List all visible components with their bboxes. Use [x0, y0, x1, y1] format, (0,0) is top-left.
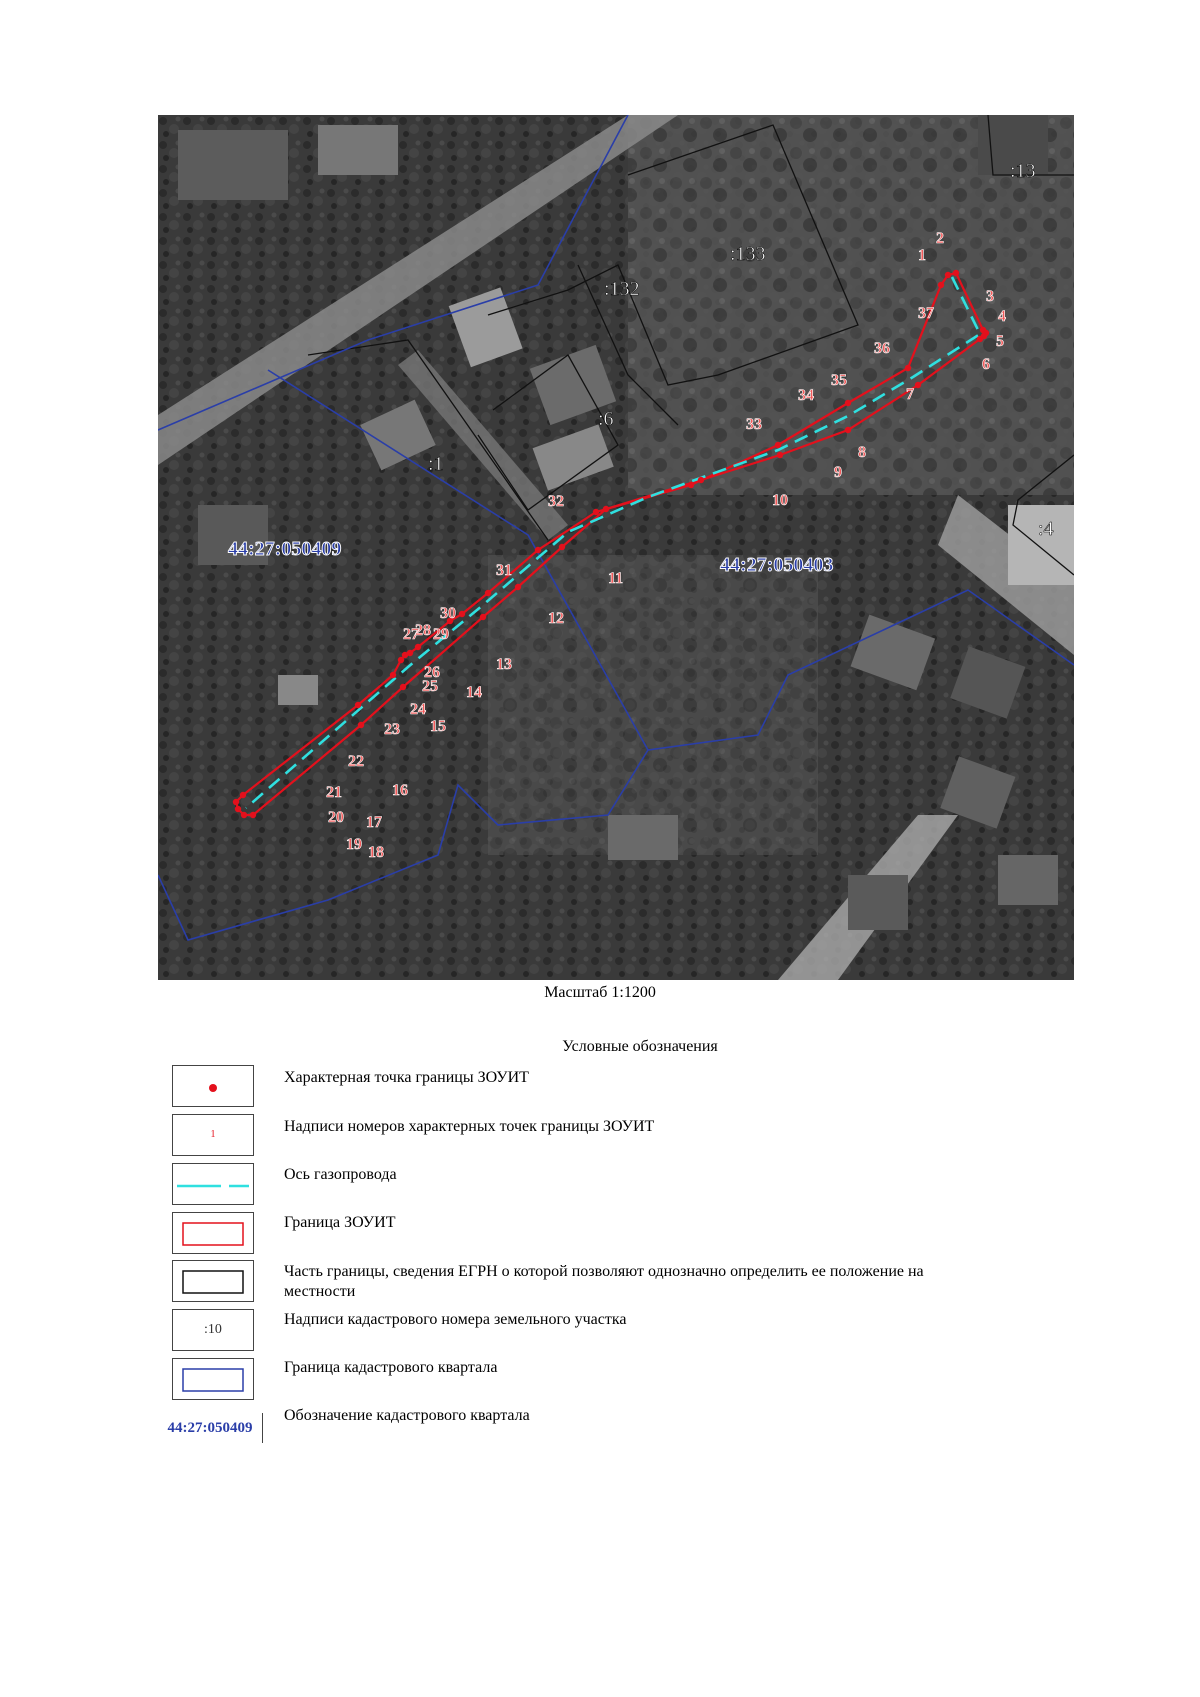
legend-title: Условные обозначения [562, 1038, 718, 1055]
zouit-point-30 [485, 590, 491, 596]
legend-text-quarter-boundary: Граница кадастрового квартала [284, 1359, 498, 1376]
map-canvas[interactable] [158, 115, 1074, 980]
point-label-25: 25 [422, 678, 438, 695]
zouit-point-10 [698, 477, 704, 483]
point-label-29: 29 [433, 626, 449, 643]
zouit-point-23 [390, 672, 396, 678]
legend-text-parcel-boundary [284, 1262, 1084, 1302]
quarter-label: 44:27:050403 [720, 554, 834, 576]
zouit-point-36 [905, 365, 911, 371]
zouit-point-2 [953, 270, 959, 276]
point-label-14: 14 [466, 684, 482, 701]
point-label-7: 7 [906, 386, 914, 403]
map-scale: Масштаб 1:1200 [544, 984, 656, 1001]
point-label-32: 32 [548, 493, 564, 510]
map-svg [158, 115, 1074, 980]
zouit-point-19 [235, 806, 241, 812]
zouit-point-7 [915, 382, 921, 388]
legend-symbol-parcel-boundary [172, 1260, 254, 1302]
zouit-point-14 [480, 614, 486, 620]
point-label-26: 26 [424, 664, 440, 681]
point-label-34: 34 [798, 387, 814, 404]
point-label-11: 11 [608, 570, 624, 587]
zouit-point-33 [688, 482, 694, 488]
point-label-28: 28 [415, 622, 431, 639]
point-label-1: 1 [918, 247, 926, 264]
legend-text-point: Характерная точка границы ЗОУИТ [284, 1069, 529, 1086]
point-label-12: 12 [548, 610, 564, 627]
point-label-24: 24 [410, 701, 426, 718]
zouit-point-9 [777, 452, 783, 458]
zouit-point-31 [535, 547, 541, 553]
zouit-point-15 [400, 684, 406, 690]
point-label-4: 4 [998, 308, 1006, 325]
red-rectangle-icon [173, 1213, 253, 1253]
quarter-number-sample: 44:27:050409 [158, 1413, 263, 1443]
zouit-point-24 [398, 657, 404, 663]
point-label-22: 22 [348, 753, 364, 770]
legend-text-quarter-number: Обозначение кадастрового квартала [284, 1407, 530, 1424]
zouit-point-26 [407, 650, 413, 656]
point-label-30: 30 [440, 605, 456, 622]
zouit-point-12 [559, 544, 565, 550]
legend-text-parcel-number: Надписи кадастрового номера земельного участка [284, 1311, 627, 1328]
zouit-point-37 [938, 282, 944, 288]
point-label-13: 13 [496, 656, 512, 673]
point-label-8: 8 [858, 444, 866, 461]
zouit-point-8 [845, 427, 851, 433]
legend-text-parcel-boundary-line2: местности [284, 1283, 356, 1300]
parcel-label: :4 [1038, 518, 1054, 540]
zouit-point-6 [977, 336, 983, 342]
legend-symbol-point-number [172, 1114, 254, 1156]
zouit-point-22 [355, 702, 361, 708]
zouit-point-1 [945, 272, 951, 278]
legend-symbol-parcel-number [172, 1309, 254, 1351]
zouit-point-27 [415, 644, 421, 650]
parcel-label: :6 [598, 408, 614, 430]
zouit-point-29 [459, 611, 465, 617]
point-label-9: 9 [834, 464, 842, 481]
quarter-label: 44:27:050409 [228, 538, 342, 560]
parcel-label: :13 [1010, 160, 1036, 182]
point-label-3: 3 [986, 288, 994, 305]
point-label-10: 10 [772, 492, 788, 509]
point-label-23: 23 [384, 721, 400, 738]
zouit-point-34 [775, 442, 781, 448]
black-rectangle-icon [173, 1261, 253, 1301]
legend-symbol-gas-axis [172, 1163, 254, 1205]
legend-text-parcel-boundary-line1: Часть границы, сведения ЕГРН о которой позволяют однозначно определить ее положение на [284, 1263, 924, 1280]
point-label-35: 35 [831, 372, 847, 389]
point-label-2: 2 [936, 230, 944, 247]
legend-symbol-quarter-boundary [172, 1358, 254, 1400]
legend-text-gas-axis: Ось газопровода [284, 1166, 397, 1183]
point-label-15: 15 [430, 718, 446, 735]
zouit-point-16 [358, 722, 364, 728]
dashed-line-icon [173, 1164, 253, 1204]
point-label-21: 21 [326, 784, 342, 801]
parcel-label: :133 [730, 243, 766, 265]
legend-text-point-number: Надписи номеров характерных точек границы ЗОУИТ [284, 1118, 655, 1135]
point-label-27: 27 [403, 626, 419, 643]
point-label-36: 36 [874, 340, 890, 357]
zouit-point-17 [250, 812, 256, 818]
point-label-17: 17 [366, 814, 382, 831]
blue-rectangle-icon [173, 1359, 253, 1399]
point-label-6: 6 [982, 356, 990, 373]
point-label-33: 33 [746, 416, 762, 433]
point-label-16: 16 [392, 782, 408, 799]
zouit-point-21 [240, 792, 246, 798]
point-label-5: 5 [996, 333, 1004, 350]
point-label-31: 31 [496, 562, 512, 579]
red-dot-icon [173, 1066, 253, 1106]
legend-text-zouit: Граница ЗОУИТ [284, 1214, 396, 1231]
zouit-point-35 [845, 400, 851, 406]
zouit-point-32 [593, 509, 599, 515]
zouit-point-20 [233, 799, 239, 805]
parcel-label: :132 [604, 278, 640, 300]
point-label-20: 20 [328, 809, 344, 826]
zouit-point-13 [515, 584, 521, 590]
point-label-19: 19 [346, 836, 362, 853]
parcel-label: :1 [428, 453, 444, 475]
parcel-number-sample: :10 [204, 1322, 222, 1337]
legend-symbol-point [172, 1065, 254, 1107]
point-label-37: 37 [918, 305, 934, 322]
point-number-sample: 1 [210, 1129, 216, 1140]
zouit-point-11 [603, 506, 609, 512]
zouit-point-18 [241, 812, 247, 818]
point-label-18: 18 [368, 844, 384, 861]
legend-symbol-zouit [172, 1212, 254, 1254]
